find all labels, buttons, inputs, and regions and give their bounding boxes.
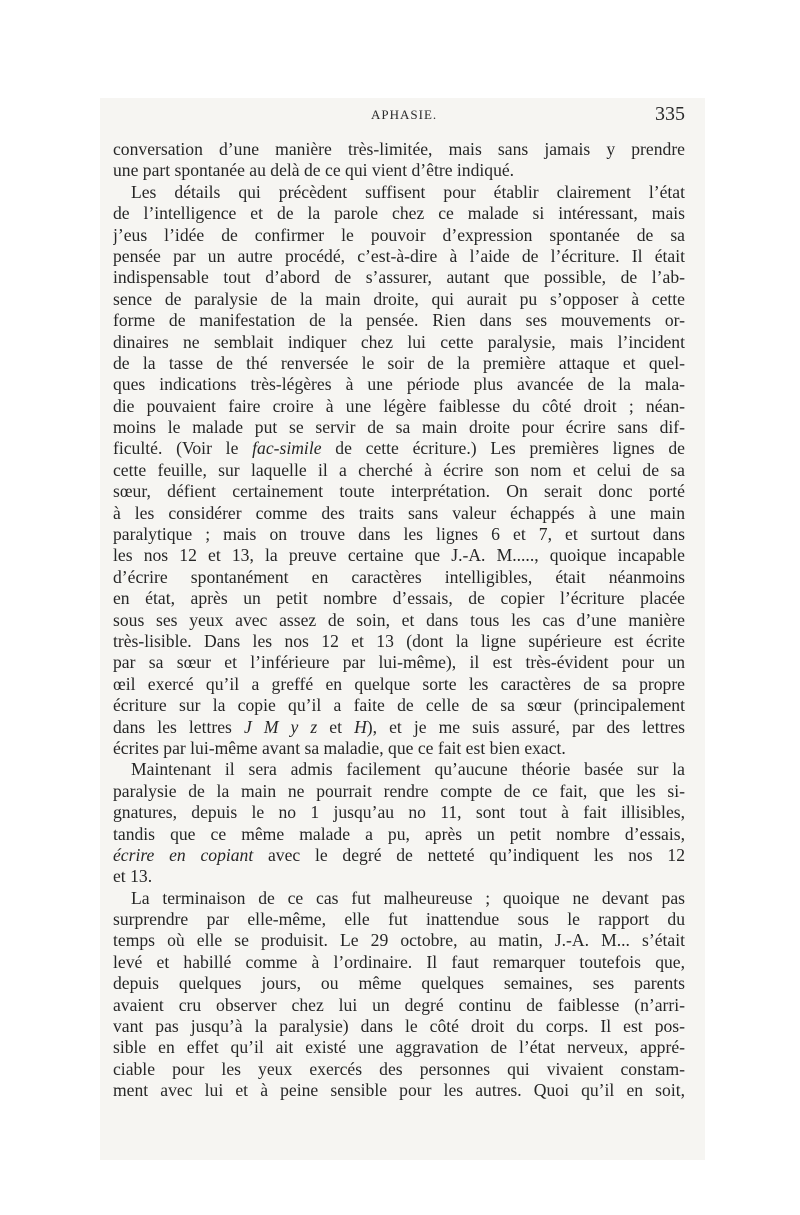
text-line: ciable pour les yeux exercés des personnes qui vivaient constam- bbox=[113, 1058, 685, 1079]
text-line: j’eus l’idée de confirmer le pouvoir d’expression spontanée de sa bbox=[113, 224, 685, 245]
paragraph bbox=[113, 759, 685, 887]
text-line: paralytique ; mais on trouve dans les lignes 6 et 7, et surtout dans bbox=[113, 524, 685, 545]
text-line: par sa sœur et l’inférieure par lui-même), il est très-évident pour un bbox=[113, 652, 685, 673]
paragraph bbox=[113, 182, 685, 760]
text-line: les nos 12 et 13, la preuve certaine que J.-A. M....., quoique incapable bbox=[113, 545, 685, 566]
text-line: cette feuille, sur laquelle il a cherché à écrire son nom et celui de sa bbox=[113, 459, 685, 480]
text-line: moins le malade put se servir de sa main droite pour écrire sans dif- bbox=[113, 417, 685, 438]
text-line: gnatures, depuis le no 1 jusqu’au no 11, sont tout à fait illisibles, bbox=[113, 802, 685, 823]
text-line: avaient cru observer chez lui un degré continu de faiblesse (n’arri- bbox=[113, 994, 685, 1015]
text-line: sœur, défient certainement toute interprétation. On serait donc porté bbox=[113, 481, 685, 502]
running-title: APHASIE. bbox=[371, 107, 438, 122]
text-line: à les considérer comme des traits sans valeur échappés à une main bbox=[113, 502, 685, 523]
text-line: sous ses yeux avec assez de soin, et dans tous les cas d’une manière bbox=[113, 609, 685, 630]
text-line: tandis que ce même malade a pu, après un petit nombre d’essais, bbox=[113, 823, 685, 844]
text-line: de la tasse de thé renversée le soir de la première attaque et quel- bbox=[113, 352, 685, 373]
text-line: d’écrire spontanément en caractères intelligibles, était néanmoins bbox=[113, 566, 685, 587]
text-line: indispensable tout d’abord de s’assurer, autant que possible, de l’ab- bbox=[113, 267, 685, 288]
text-line: die pouvaient faire croire à une légère faiblesse du côté droit ; néan- bbox=[113, 395, 685, 416]
text-line: ficulté. (Voir le fac-simile de cette écriture.) Les premières lignes de bbox=[113, 438, 685, 459]
text-line: de l’intelligence et de la parole chez ce malade si intéressant, mais bbox=[113, 203, 685, 224]
text-line: forme de manifestation de la pensée. Rien dans ses mouvements or- bbox=[113, 310, 685, 331]
text-line: dans les lettres J M y z et H), et je me suis assuré, par des lettres bbox=[113, 716, 685, 737]
page-number: 335 bbox=[655, 103, 685, 125]
text-line: écrire en copiant avec le degré de netteté qu’indiquent les nos 12 bbox=[113, 844, 685, 865]
text-line: en état, après un petit nombre d’essais, de copier l’écriture placée bbox=[113, 588, 685, 609]
text-line: écriture sur la copie qu’il a faite de celle de sa sœur (principalement bbox=[113, 695, 685, 716]
paragraph bbox=[113, 888, 685, 1102]
text-line: La terminaison de ce cas fut malheureuse ; quoique ne devant pas bbox=[131, 887, 685, 908]
text-line: surprendre par elle-même, elle fut inattendue sous le rapport du bbox=[113, 909, 685, 930]
text-line: Maintenant il sera admis facilement qu’aucune théorie basée sur la bbox=[131, 759, 685, 780]
text-line: œil exercé qu’il a greffé en quelque sorte les caractères de sa propre bbox=[113, 673, 685, 694]
text-line: très-lisible. Dans les nos 12 et 13 (dont la ligne supérieure est écrite bbox=[113, 630, 685, 651]
paragraph bbox=[113, 139, 685, 182]
text-line: sence de paralysie de la main droite, qui aurait pu s’opposer à cette bbox=[113, 288, 685, 309]
text-line: paralysie de la main ne pourrait rendre compte de ce fait, que les si- bbox=[113, 780, 685, 801]
text-line: et 13. bbox=[113, 866, 153, 887]
text-line: temps où elle se produisit. Le 29 octobre, au matin, J.-A. M... s’était bbox=[113, 930, 685, 951]
text-line: conversation d’une manière très-limitée, mais sans jamais y prendre bbox=[113, 139, 685, 159]
text-line: sible en effet qu’il ait existé une aggravation de l’état nerveux, appré- bbox=[113, 1037, 685, 1058]
text-line: ques indications très-légères à une période plus avancée de la mala- bbox=[113, 374, 685, 395]
text-line: écrites par lui-même avant sa maladie, que ce fait est bien exact. bbox=[113, 737, 566, 758]
body-text bbox=[113, 139, 685, 1102]
text-line: vant pas jusqu’à la paralysie) dans le côté droit du corps. Il est pos- bbox=[113, 1016, 685, 1037]
text-line: pensée par un autre procédé, c’est-à-dire à l’aide de l’écriture. Il était bbox=[113, 245, 685, 266]
text-line: levé et habillé comme à l’ordinaire. Il faut remarquer toutefois que, bbox=[113, 951, 685, 972]
text-line: Les détails qui précèdent suffisent pour établir clairement l’état bbox=[131, 181, 685, 202]
text-line: dinaires ne semblait indiquer chez lui cette paralysie, mais l’incident bbox=[113, 331, 685, 352]
text-line: depuis quelques jours, ou même quelques semaines, ses parents bbox=[113, 973, 685, 994]
text-line: ment avec lui et à peine sensible pour les autres. Quoi qu’il en soit, bbox=[113, 1080, 685, 1101]
text-line: une part spontanée au delà de ce qui vient d’être indiqué. bbox=[113, 160, 515, 181]
running-head bbox=[113, 103, 685, 127]
